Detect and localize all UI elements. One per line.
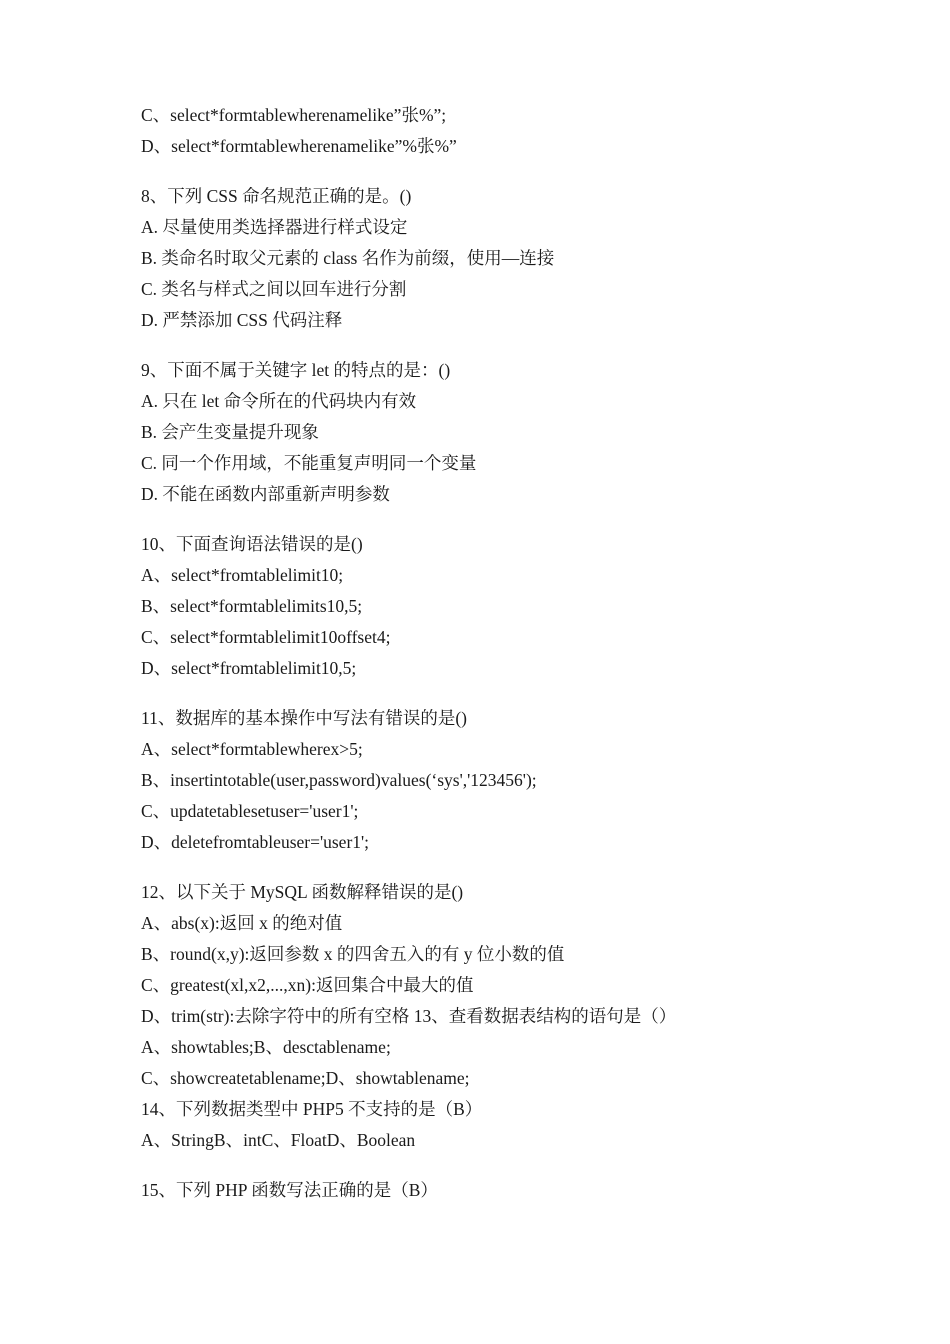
question-10-option-a: A、select*fromtablelimit10; [141,565,344,585]
question-8-option-a: A. 尽量使用类选择器进行样式设定 [141,217,408,237]
question-14-stem: 14、下列数据类型中 PHP5 不支持的是（B） [141,1099,483,1119]
question-11-option-b: B、insertintotable(user,password)values(‘sys','123456'); [141,770,537,790]
question-10-option-c: C、select*formtablelimit10offset4; [141,627,391,647]
question-9-option-c: C. 同一个作用域，不能重复声明同一个变量 [141,453,477,473]
option-c: C、select*formtablewherenamelike”张%”; [141,105,447,125]
question-12-option-b: B、round(x,y):返回参数 x 的四舍五入的有 y 位小数的值 [141,944,565,964]
question-13-options-ab: A、showtables;B、desctablename; [141,1037,391,1057]
questions-12-14 [141,877,901,1156]
question-11-option-c: C、updatetablesetuser='user1'; [141,801,359,821]
question-13-options-cd: C、showcreatetablename;D、showtablename; [141,1068,470,1088]
question-12-stem: 12、以下关于 MySQL 函数解释错误的是() [141,882,464,902]
option-d: D、select*formtablewherenamelike”%张%” [141,136,457,156]
question-8-option-c: C. 类名与样式之间以回车进行分割 [141,279,407,299]
question-15-stem: 15、下列 PHP 函数写法正确的是（B） [141,1180,438,1200]
document-page [141,100,901,1225]
question-11 [141,703,901,858]
question-11-option-d: D、deletefromtableuser='user1'; [141,832,370,852]
question-9-option-d: D. 不能在函数内部重新声明参数 [141,484,390,504]
question-7-options [141,100,901,162]
question-8 [141,181,901,336]
question-12-option-c: C、greatest(xl,x2,...,xn):返回集合中最大的值 [141,975,474,995]
question-9-option-a: A. 只在 let 命令所在的代码块内有效 [141,391,417,411]
question-8-stem: 8、下列 CSS 命名规范正确的是。() [141,186,412,206]
question-11-option-a: A、select*formtablewherex>5; [141,739,363,759]
question-12-option-a: A、abs(x):返回 x 的绝对值 [141,913,343,933]
question-10-option-d: D、select*fromtablelimit10,5; [141,658,357,678]
question-9-stem: 9、下面不属于关键字 let 的特点的是：() [141,360,451,380]
question-8-option-d: D. 严禁添加 CSS 代码注释 [141,310,343,330]
question-10-option-b: B、select*formtablelimits10,5; [141,596,363,616]
question-8-option-b: B. 类命名时取父元素的 class 名作为前缀，使用—连接 [141,248,555,268]
question-11-stem: 11、数据库的基本操作中写法有错误的是() [141,708,468,728]
question-9 [141,355,901,510]
question-12-option-d-and-question-13: D、trim(str):去除字符中的所有空格 13、查看数据表结构的语句是（） [141,1006,677,1026]
question-9-option-b: B. 会产生变量提升现象 [141,422,319,442]
question-10 [141,529,901,684]
question-14-options: A、StringB、intC、FloatD、Boolean [141,1130,416,1150]
question-10-stem: 10、下面查询语法错误的是() [141,534,363,554]
question-15 [141,1175,901,1206]
